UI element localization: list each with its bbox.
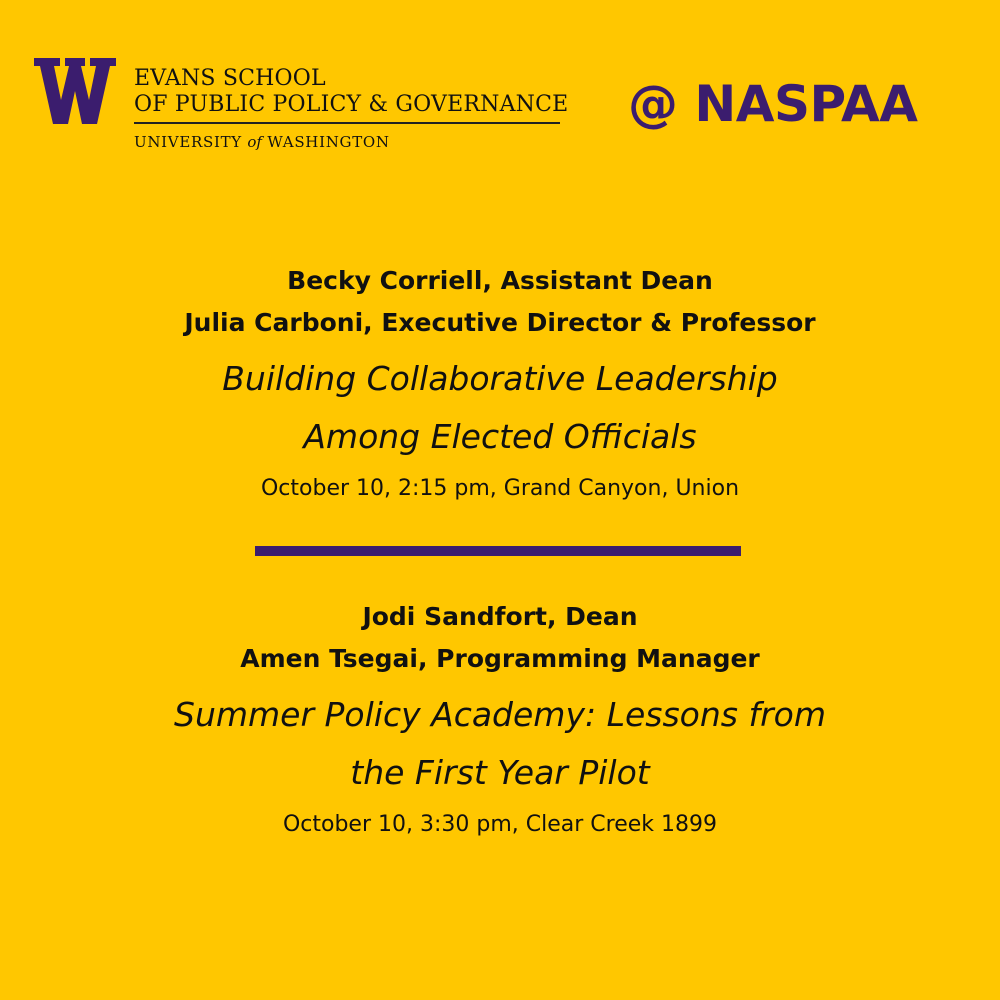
session-1-title-line-2: Among Elected Officials (303, 417, 697, 456)
university-name-of: of (247, 133, 262, 151)
session-1-title (0, 350, 1000, 466)
header (0, 0, 1000, 170)
school-name-line-2: OF PUBLIC POLICY & GOVERNANCE (134, 92, 569, 117)
session-2 (0, 596, 1000, 840)
school-wordmark (134, 66, 569, 151)
session-2-presenter-1: Jodi Sandfort, Dean (362, 602, 638, 631)
session-2-presenter-2: Amen Tsegai, Programming Manager (240, 644, 760, 673)
conference-tag: @ NASPAA (628, 75, 918, 133)
university-name (134, 133, 564, 151)
uw-w-logo-icon (34, 58, 116, 124)
university-name-pre: UNIVERSITY (134, 133, 242, 151)
university-name-post: WASHINGTON (267, 133, 390, 151)
session-2-title-line-1: Summer Policy Academy: Lessons from (174, 695, 826, 734)
session-2-title (0, 686, 1000, 802)
session-1-details: October 10, 2:15 pm, Grand Canyon, Union (260, 476, 740, 501)
session-2-title-line-2: the First Year Pilot (350, 753, 650, 792)
session-2-details: October 10, 3:30 pm, Clear Creek 1899 (282, 812, 718, 837)
session-1-presenter-2: Julia Carboni, Executive Director & Professor (184, 308, 816, 337)
session-1-title-line-1: Building Collaborative Leadership (222, 359, 778, 398)
wordmark-divider (134, 122, 560, 124)
school-name-line-1: EVANS SCHOOL (134, 66, 326, 91)
session-1 (0, 260, 1000, 504)
session-1-presenter-1: Becky Corriell, Assistant Dean (287, 266, 713, 295)
session-divider (255, 546, 741, 556)
